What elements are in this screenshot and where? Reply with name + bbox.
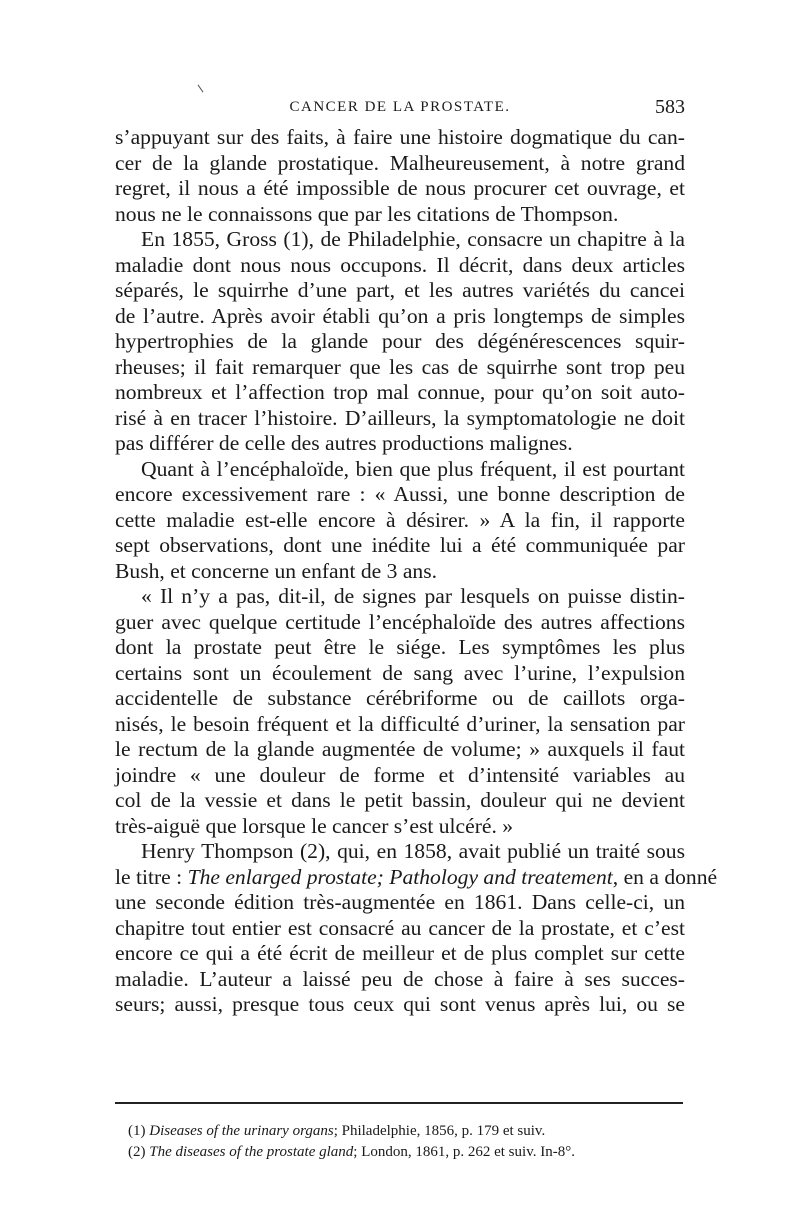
- text-line: « Il n’y a pas, dit-il, de signes par lesquels on puisse distin-: [141, 584, 685, 608]
- book-title: The enlarged prostate; Pathology and treatement: [187, 864, 613, 889]
- text-line: risé à en tracer l’histoire. D’ailleurs, la symptomatologie ne doit: [115, 405, 685, 430]
- text-fragment: , en a donné: [612, 864, 718, 889]
- text-line: seurs; aussi, presque tous ceux qui sont venus après lui, ou se: [115, 992, 685, 1016]
- text-line: joindre « une douleur de forme et d’intensité variables au: [115, 762, 685, 787]
- footnote-text: ; Philadelphie, 1856, p. 179 et suiv.: [333, 1123, 546, 1139]
- text-line: maladie dont nous nous occupons. Il décrit, dans deux articles: [115, 252, 685, 277]
- text-line: nous ne le connaissons que par les citations de Thompson.: [115, 201, 619, 226]
- footnote-text: ; London, 1861, p. 262 et suiv. In-8°.: [353, 1144, 575, 1160]
- footnote-title: The diseases of the prostate gland: [149, 1144, 354, 1160]
- text-line: pas différer de celle des autres productions malignes.: [115, 431, 573, 455]
- footnote-2: [128, 1142, 688, 1163]
- footnote-rule: [115, 1102, 683, 1104]
- text-line: hypertrophies de la glande pour des dégénérescences squir-: [115, 329, 685, 353]
- text-line: s’appuyant sur des faits, à faire une histoire dogmatique du can-: [115, 125, 685, 149]
- text-line: maladie. L’auteur a laissé peu de chose à faire à ses succes-: [115, 966, 685, 991]
- footnotes: [128, 1121, 688, 1163]
- text-line-with-title: [115, 864, 718, 891]
- footnote-1: [128, 1121, 688, 1142]
- text-line: nombreux et l’affection trop mal connue, pour qu’on soit auto-: [115, 380, 685, 404]
- text-line: dont la prostate peut être le siége. Les symptômes les plus: [115, 635, 685, 659]
- text-line: En 1855, Gross (1), de Philadelphie, consacre un chapitre à la: [141, 227, 685, 251]
- text-line: très-aiguë que lorsque le cancer s’est ulcéré. »: [115, 813, 514, 838]
- text-line: guer avec quelque certitude l’encéphaloïde des autres affections: [115, 609, 685, 634]
- text-line: Bush, et concerne un enfant de 3 ans.: [115, 558, 437, 583]
- text-line: certains sont un écoulement de sang avec l’urine, l’expulsion: [115, 660, 685, 685]
- text-line: regret, il nous a été impossible de nous procurer cet ouvrage, et: [115, 176, 685, 200]
- text-line: le rectum de la glande augmentée de volume; » auxquels il faut: [115, 737, 685, 761]
- running-title: CANCER DE LA PROSTATE.: [289, 99, 511, 115]
- running-head: [115, 96, 685, 120]
- text-line: col de la vessie et dans le petit bassin, douleur qui ne devient: [115, 788, 685, 812]
- text-line: nisés, le besoin fréquent et la difficulté d’uriner, la sensation par: [115, 711, 685, 736]
- text-line: séparés, le squirrhe d’une part, et les autres variétés du cancei: [115, 278, 685, 302]
- text-line: accidentelle de substance cérébriforme ou de caillots orga-: [115, 686, 685, 710]
- text-line: Henry Thompson (2), qui, en 1858, avait publié un traité sous: [141, 839, 685, 863]
- page-number: 583: [655, 96, 685, 118]
- text-line: chapitre tout entier est consacré au cancer de la prostate, et c’est: [115, 915, 685, 940]
- text-line: Quant à l’encéphaloïde, bien que plus fréquent, il est pourtant: [141, 456, 685, 481]
- body-text: [115, 125, 718, 1018]
- text-line: de l’autre. Après avoir établi qu’on a pris longtemps de simples: [115, 303, 685, 328]
- footnote-mark: (2): [128, 1144, 150, 1160]
- text-fragment: le titre :: [115, 864, 188, 889]
- footnote-mark: (1): [128, 1123, 150, 1139]
- text-line: rheuses; il fait remarquer que les cas de squirrhe sont trop peu: [115, 354, 685, 379]
- text-line: sept observations, dont une inédite lui a été communiquée par: [115, 533, 685, 557]
- text-line: cer de la glande prostatique. Malheureusement, à notre grand: [115, 150, 685, 175]
- stray-mark: [198, 85, 204, 93]
- text-line: cette maladie est-elle encore à désirer. » A la fin, il rapporte: [115, 507, 685, 532]
- text-line: encore excessivement rare : « Aussi, une bonne description de: [115, 482, 685, 506]
- footnote-title: Diseases of the urinary organs: [149, 1123, 334, 1139]
- text-line: une seconde édition très-augmentée en 1861. Dans celle-ci, un: [115, 890, 685, 914]
- text-line: encore ce qui a été écrit de meilleur et de plus complet sur cette: [115, 941, 685, 965]
